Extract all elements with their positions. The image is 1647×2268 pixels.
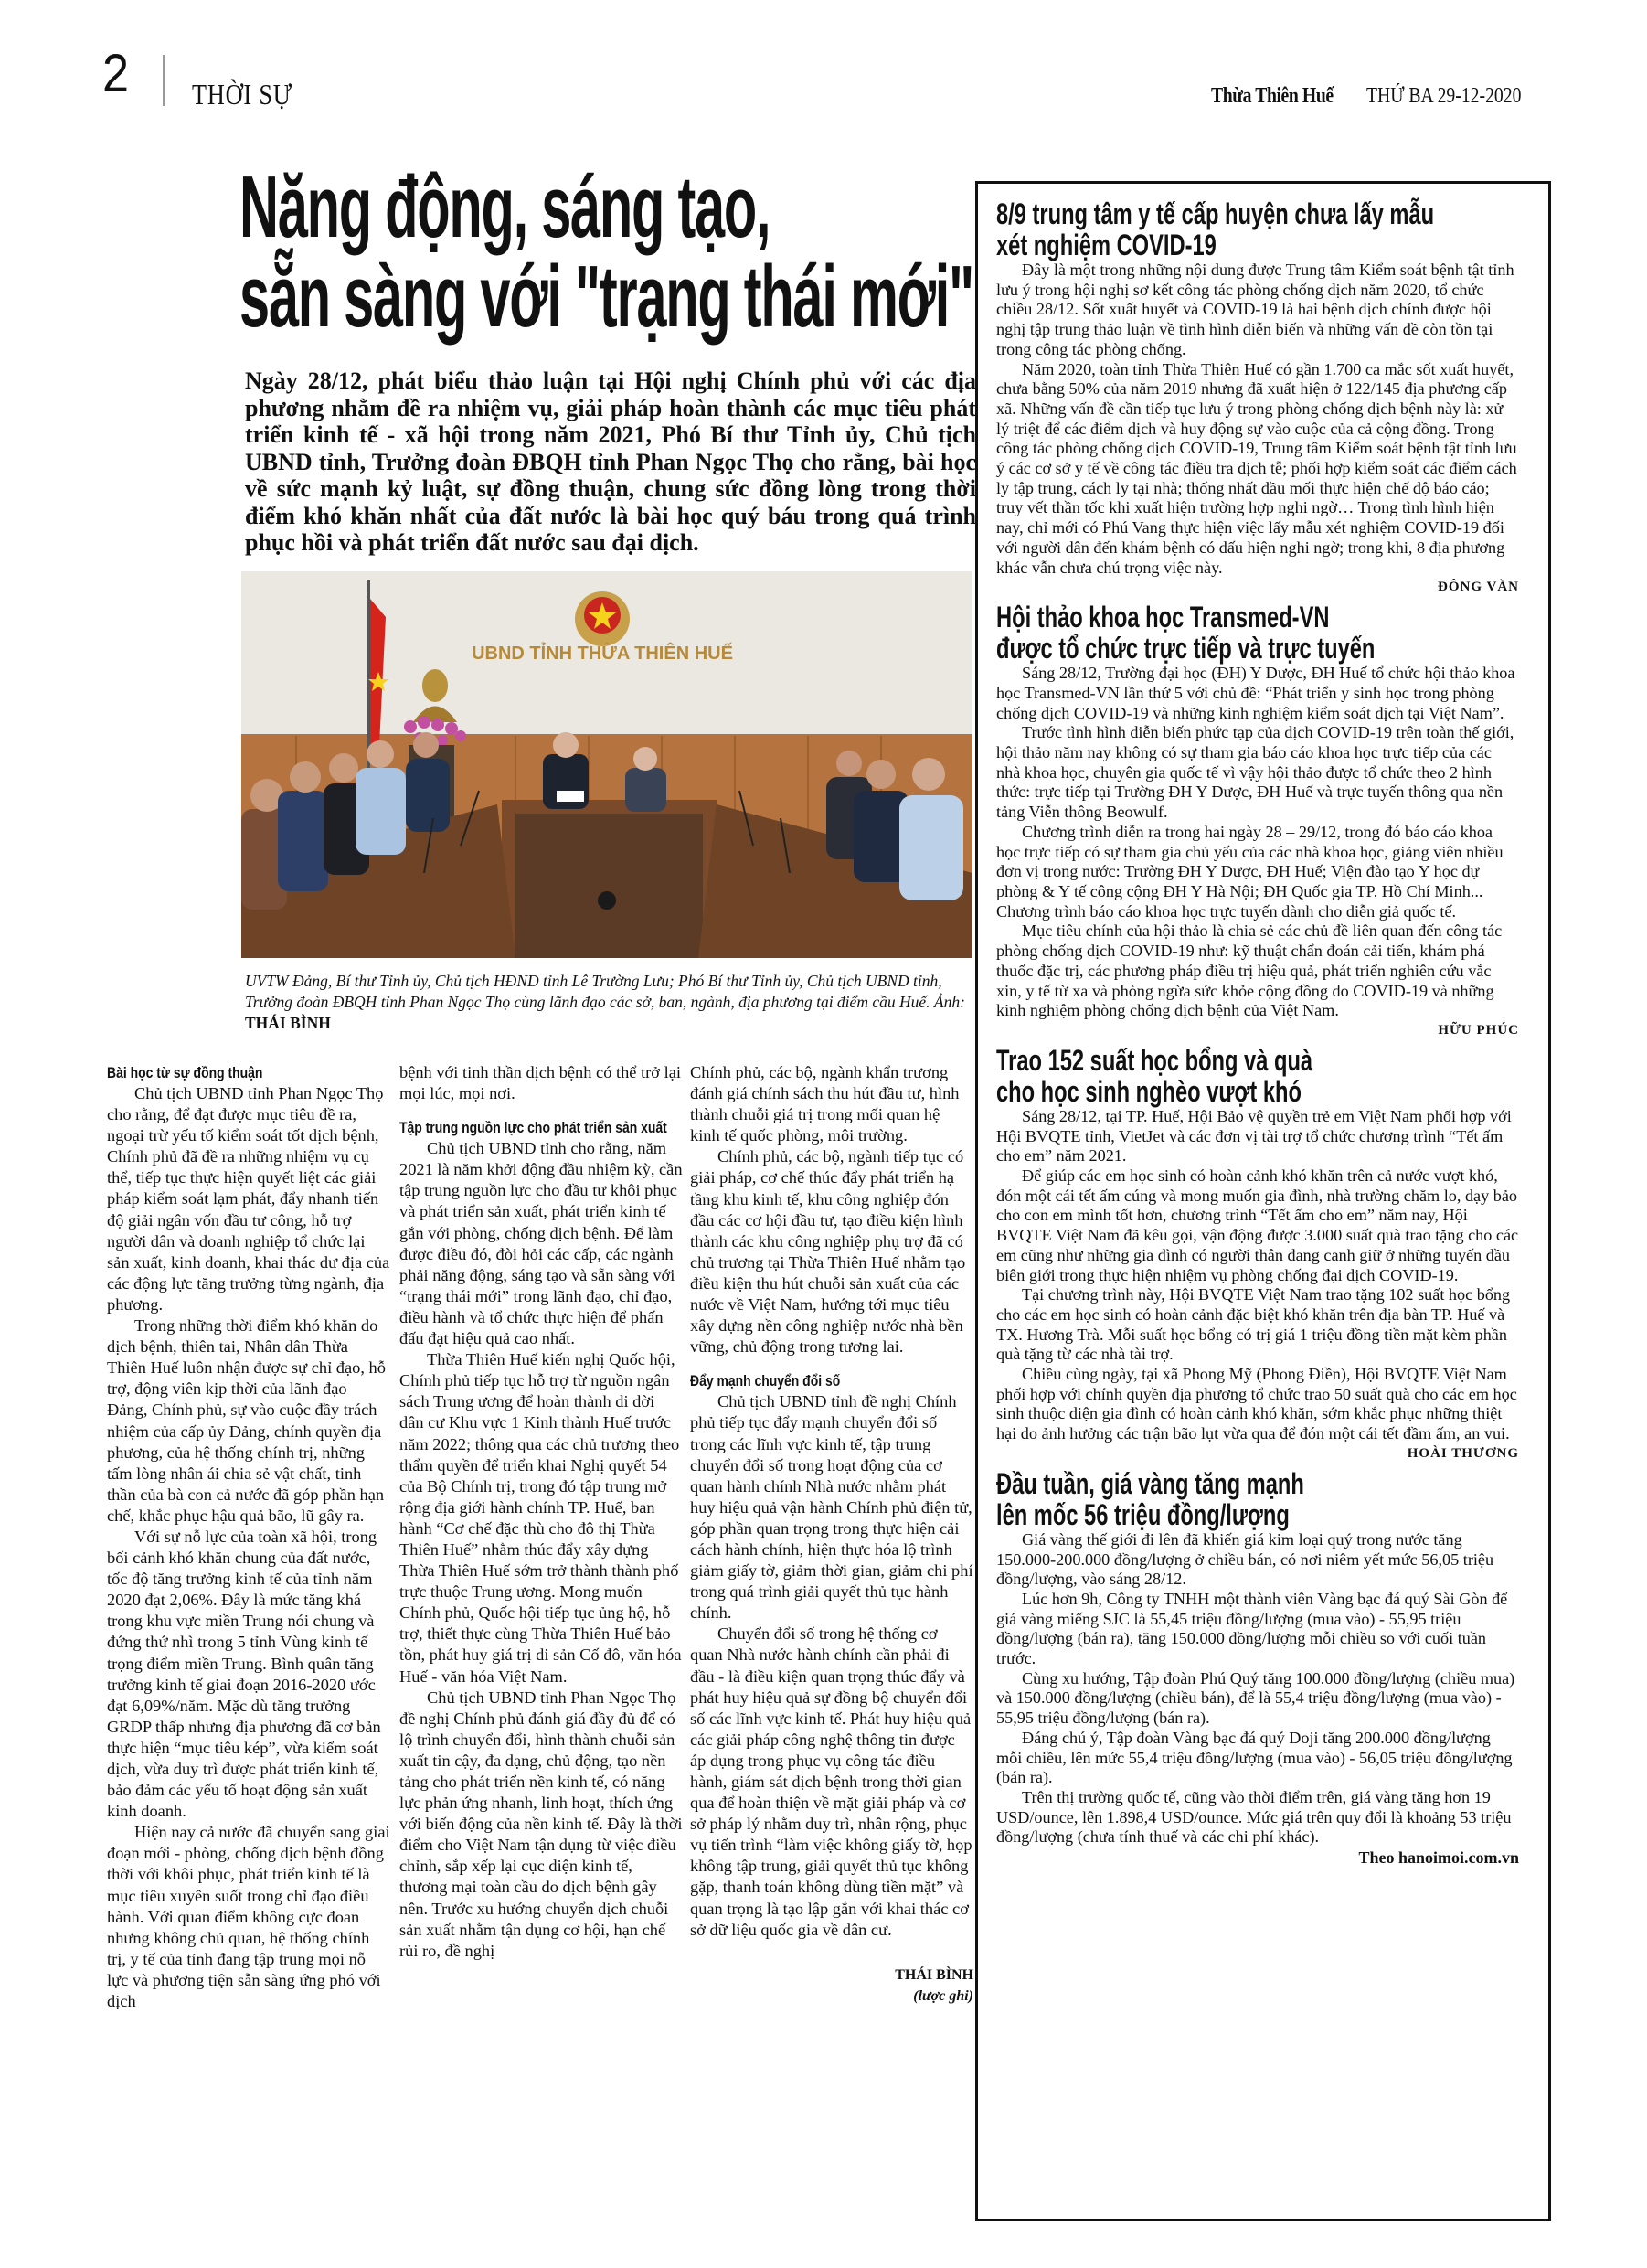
section-label: THỜI SỰ xyxy=(192,78,292,111)
paragraph: Năm 2020, toàn tỉnh Thừa Thiên Huế có gần 1.700 ca mắc sốt xuất huyết, chưa bằng 50% của năm 2019 nhưng đã xuất hiện ở 122/145 địa phương cấp xã. Những vấn đề cần tiếp tục lưu ý trong phòng chống dịch bệnh này là: xử lý triệt để các điểm dịch và huy động sự vào cuộc của cả cộng đồng. Trong công tác phòng chống dịch COVID-19, Trung tâm Kiểm soát bệnh tật tỉnh lưu ý các cơ sở y tế về công tác điều tra dịch tễ; phối hợp kiểm soát các điểm cách ly tập trung, cách ly tại nhà; thống nhất đầu mối thực hiện chế độ báo cáo; truy vết thần tốc khi xuất hiện trường hợp nghi ngờ… Trong tình hình hiện nay, chỉ mới có Phú Vang thực hiện việc lấy mẫu xét nghiệm COVID-19 đối với người dân đến khám bệnh có dấu hiện nghi ngờ; trong khi, 8 địa phương khác vẫn chưa chú trọng việc này. xyxy=(996,359,1517,577)
author-byline: THÁI BÌNH xyxy=(895,1966,973,1983)
brief-scholarships xyxy=(996,1045,1519,1463)
paragraph: Thừa Thiên Huế kiến nghị Quốc hội, Chính phủ tiếp tục hỗ trợ từ nguồn ngân sách Trung ương để hoàn thành di dời dân cư Khu vực 1 Kinh thành Huế trước năm 2022; thông qua các chủ trương theo thẩm quyền để triển khai Nghị quyết 54 của Bộ Chính trị, trong đó tập trung mở rộng địa giới hành chính TP. Huế, ban hành “Cơ chế đặc thù cho đô thị Thừa Thiên Huế” nhằm thúc đẩy xây dựng Thừa Thiên Huế sớm trở thành thành phố trực thuộc Trung ương. Mong muốn Chính phủ, Quốc hội tiếp tục ủng hộ, hỗ trợ, thiết thực cùng Thừa Thiên Huế bảo tồn, phát huy giá trị di sản Cố đô, văn hóa Huế - văn hóa Việt Nam. xyxy=(399,1350,682,1686)
paragraph: Chủ tịch UBND tỉnh cho rằng, năm 2021 là năm khởi động đầu nhiệm kỳ, cần tập trung nguồn lực cho đầu tư khôi phục và phát triển sản xuất, phát triển kinh tế gắn với phòng, chống dịch bệnh. Để làm được điều đó, đòi hỏi các cấp, các ngành phải năng động, sáng tạo và sẵn sàng với “trạng thái mới” trong lãnh đạo, chỉ đạo, điều hành và tổ chức thực hiện để phấn đấu đạt hiệu quả cao nhất. xyxy=(399,1139,683,1348)
paragraph: Trên thị trường quốc tế, cũng vào thời điểm trên, giá vàng tăng hơn 19 USD/ounce, lên 1.898,4 USD/ounce. Mức giá trên quy đổi là khoảng 53 triệu đồng/lượng (chưa tính thuế và các chi phí khác). xyxy=(996,1788,1512,1847)
photo-caption xyxy=(245,971,976,1034)
brief-body xyxy=(996,664,1519,1021)
brief-transmed-conference xyxy=(996,602,1519,1039)
paragraph: Hiện nay cả nước đã chuyển sang giai đoạn mới - phòng, chống dịch bệnh đồng thời với khôi phục, phát triển kinh tế là mục tiêu xuyên suốt trong chỉ đạo điều hành. Với quan điểm không cực đoan nhưng không chủ quan, hệ thống chính trị, y tế của tỉnh đang tập trung mọi nỗ lực và phương tiện sẵn sàng ứng phó với dịch xyxy=(107,1823,390,2011)
wall-sign-text: UBND TỈNH THỪA THIÊN HUẾ xyxy=(472,644,733,664)
masthead: Thừa Thiên Huế xyxy=(1211,84,1334,108)
byline-note: (lược ghi) xyxy=(913,1987,973,2004)
paragraph: Trong những thời điểm khó khăn do dịch bệnh, thiên tai, Nhân dân Thừa Thiên Huế luôn nhận được sự chỉ đạo, hỗ trợ, động viên kịp thời của lãnh đạo Đảng, Chính phủ, sự vào cuộc đầy trách nhiệm của cấp ủy Đảng, chính quyền địa phương, của hệ thống chính trị, những tấm lòng nhân ái chia sẻ vật chất, tinh thần của bà con cả nước đã góp phần hạn chế, khắc phục hậu quả bão, lũ gây ra. xyxy=(107,1316,386,1525)
subhead-chuyen-doi-so: Đẩy mạnh chuyển đổi số xyxy=(690,1372,841,1390)
brief-gold-price xyxy=(996,1468,1519,1868)
article-lead: Ngày 28/12, phát biểu thảo luận tại Hội nghị Chính phủ với các địa phương nhằm đề ra nhiệm vụ, giải pháp hoàn thành các mục tiêu phát triển kinh tế - xã hội trong năm 2021, Phó Bí thư Tỉnh ủy, Chủ tịch UBND tỉnh, Trưởng đoàn ĐBQH tỉnh Phan Ngọc Thọ cho rằng, bài học về sức mạnh kỷ luật, sự đồng thuận, chung sức đồng lòng trong thời điểm khó khăn nhất của đất nước là bài học quý báu trong quá trình phục hồi và phát triển đất nước sau đại dịch. xyxy=(245,367,976,556)
paragraph: Giá vàng thế giới đi lên đã khiến giá kim loại quý trong nước tăng 150.000-200.000 đồng/lượng ở chiều bán, có nơi niêm yết mức 56,05 triệu đồng/lượng, vào sáng 28/12. xyxy=(996,1529,1494,1589)
body-column-3 xyxy=(690,1062,973,2007)
brief-title: 8/9 trung tâm y tế cấp huyện chưa lấy mẫu xét nghiệm COVID-19 xyxy=(996,197,1435,261)
paragraph: Cùng xu hướng, Tập đoàn Phú Quý tăng 100.000 đồng/lượng (chiều mua) và 150.000 đồng/lượng (chiều bán), để là 55,4 triệu đồng/lượng (mua vào) - 55,95 triệu đồng/lượng (bán ra). xyxy=(996,1668,1515,1728)
paragraph: Chủ tịch UBND tỉnh đề nghị Chính phủ tiếp tục đẩy mạnh chuyển đổi số trong các lĩnh vực kinh tế, tập trung chuyển đổi số trong hoạt động của cơ quan hành chính Nhà nước nhằm phát huy hiệu quả vận hành Chính phủ điện tử, góp phần quan trọng trong thực hiện cải cách hành chính, hiện thực hóa lộ trình giảm giấy tờ, giảm thời gian, giảm chi phí trong quá trình giải quyết thủ tục hành chính. xyxy=(690,1392,973,1623)
paragraph: Mục tiêu chính của hội thảo là chia sẻ các chủ đề liên quan đến công tác phòng chống dịch COVID-19 như: kỹ thuật chẩn đoán cải tiến, khám phá thuốc đặc trị, các phương pháp điều trị hiệu quả, phát triển nghiên cứu vắc xin, y tế từ xa và phòng ngừa sức khỏe cộng đồng do COVID-19 và những kinh nghiệm phòng chống dịch bệnh của Việt Nam. xyxy=(996,921,1503,1020)
paragraph: Lúc hơn 9h, Công ty TNHH một thành viên Vàng bạc đá quý Sài Gòn để giá vàng miếng SJC là 55,45 triệu đồng/lượng (mua vào) - 55,95 triệu đồng/lượng (bán ra), tăng 150.000 đồng/lượng mỗi chiều so với cuối tuần trước. xyxy=(996,1589,1508,1668)
brief-byline: HOÀI THƯƠNG xyxy=(1407,1445,1519,1461)
brief-byline: ĐÔNG VĂN xyxy=(1438,580,1519,595)
paragraph: Sáng 28/12, Trường đại học (ĐH) Y Dược, ĐH Huế tổ chức hội thảo khoa học Transmed-VN lần thứ 5 với chủ đề: “Phát triển y sinh học trong phòng chống dịch COVID-19 và những kinh nghiệm kiểm soát dịch tại Việt Nam”. xyxy=(996,664,1515,722)
paragraph: Chủ tịch UBND tỉnh Phan Ngọc Thọ đề nghị Chính phủ đánh giá đầy đủ để có lộ trình chuyển đổi, hình thành chuỗi sản xuất tin cậy, đa dạng, chủ động, tạo nền tảng cho phát triển nền kinh tế, có năng lực phản ứng nhanh, linh hoạt, thích ứng với biến động của nền kinh tế. Đây là thời điểm cho Việt Nam tận dụng từ việc điều chỉnh, sắp xếp lại cục diện kinh tế, thương mại toàn cầu do dịch bệnh gây nên. Trước xu hướng chuyển dịch chuỗi sản xuất nhằm tận dụng cơ hội, hạn chế rủi ro, đề nghị xyxy=(399,1688,683,1960)
header-divider xyxy=(163,55,165,106)
spacer xyxy=(690,1941,973,1965)
meeting-photo xyxy=(241,571,972,958)
paragraph: Chủ tịch UBND tỉnh Phan Ngọc Thọ cho rằng, để đạt được mục tiêu đề ra, ngoại trừ yếu tố kiểm soát tốt dịch bệnh, Chính phủ đã đề ra những nhiệm vụ cụ thể, tiếp tục thực hiện quyết liệt các giải pháp kiểm soát lạm phát, đẩy nhanh tiến độ giải ngân vốn đầu tư công, hỗ trợ người dân và doanh nghiệp tổ chức lại sản xuất, kinh doanh, khai thác dư địa của các động lực tăng trưởng từng ngành, địa phương. xyxy=(107,1084,390,1314)
paragraph: Đây là một trong những nội dung được Trung tâm Kiểm soát bệnh tật tỉnh lưu ý trong hội nghị sơ kết công tác phòng chống dịch năm 2020, tổ chức chiều 28/12. Sốt xuất huyết và COVID-19 là hai bệnh dịch chính được hội nghị tập trung thảo luận về tình hình diễn biến và những vấn đề còn tồn tại trong công tác phòng chống. xyxy=(996,261,1514,358)
main-headline xyxy=(239,158,973,346)
meeting-photo-illustration xyxy=(241,571,972,958)
brief-title: Đầu tuần, giá vàng tăng mạnh lên mốc 56 triệu đồng/lượng xyxy=(996,1466,1304,1531)
paragraph: Với sự nỗ lực của toàn xã hội, trong bối cảnh khó khăn chung của đất nước, tốc độ tăng trưởng kinh tế của tỉnh năm 2020 đạt 2,06%. Đây là mức tăng khá trong khu vực miền Trung nói chung và đứng thứ nhì trong 5 tỉnh Vùng kinh tế trọng điểm miền Trung. Bình quân tăng trưởng kinh tế giai đoạn 2016-2020 ước đạt 6,09%/năm. Mặc dù tăng trưởng GRDP thấp nhưng địa phương đã cơ bản thực hiện “mục tiêu kép”, vừa kiểm soát dịch, vừa duy trì được phát triển kinh tế, bảo đảm các yếu tố hoạt động sản xuất kinh doanh. xyxy=(107,1527,381,1821)
brief-covid-testing xyxy=(996,198,1519,596)
brief-body xyxy=(996,1530,1519,1847)
paragraph: Chuyển đổi số trong hệ thống cơ quan Nhà nước hành chính cần phải đi đầu - là điều kiện quan trọng thúc đẩy và phát huy hiệu quả sự đồng bộ chuyển đổi số các lĩnh vực kinh tế. Phát huy hiệu quả các giải pháp công nghệ thông tin được áp dụng trong phục vụ công tác điều hành, giám sát dịch bệnh trong thời gian qua để hoàn thiện về mặt giải pháp và cơ sở pháp lý nhằm duy trì, nhân rộng, phục vụ tiến trình “làm việc không giấy tờ, họp không tập trung, giải quyết thủ tục không gặp, thanh toán không dùng tiền mặt” và quan trọng là tạo lập gắn với khai thác cơ sở dữ liệu quốc gia về dân cư. xyxy=(690,1624,972,1939)
headline-line-2: sẵn sàng với "trạng thái mới" xyxy=(239,248,973,346)
paragraph: Chiều cùng ngày, tại xã Phong Mỹ (Phong Điền), Hội BVQTE Việt Nam phối hợp với chính quyền địa phương tổ chức trao 50 suất quà cho các em học sinh thuộc diện gia đình có hoàn cảnh khó khăn, sớm khắc phục những thiệt hại do ảnh hưởng các trận bão lụt vừa qua để đón một cái tết đầm ấm, an vui. xyxy=(996,1365,1517,1443)
paragraph: Chương trình diễn ra trong hai ngày 28 – 29/12, trong đó báo cáo khoa học trực tiếp có sự tham gia chủ yếu của các nhà khoa học, giảng viên nhiều đơn vị trong nước: Trường ĐH Y Dược, ĐH Huế; Viện đào tạo Y học dự phòng & Y tế công cộng ĐH Y Hà Nội; ĐH Quốc gia TP. Hồ Chí Minh... Chương trình báo cáo khoa học trực tuyến dành cho diễn giả quốc tế. xyxy=(996,822,1504,921)
news-briefs-sidebar xyxy=(975,181,1551,2221)
page-number: 2 xyxy=(102,44,130,103)
paragraph-continued: bệnh với tinh thần dịch bệnh có thể trở lại mọi lúc, mọi nơi. xyxy=(399,1063,682,1103)
body-column-1 xyxy=(107,1062,390,2012)
paragraph: Tại chương trình này, Hội BVQTE Việt Nam trao tặng 102 suất học bổng cho các em học sinh có hoàn cảnh đặc biệt khó khăn trên địa bàn TP. Huế và TX. Hương Trà. Mỗi suất học bổng có trị giá 1 triệu đồng tiền mặt kèm phần quà tặng từ các nhà tài trợ. xyxy=(996,1285,1511,1364)
paragraph-continued: Chính phủ, các bộ, ngành khẩn trương đánh giá chính sách thu hút đầu tư, hình thành chuỗi giá trị trong mối quan hệ kinh tế quốc phòng, môi trường. xyxy=(690,1063,960,1145)
caption-text: UVTW Đảng, Bí thư Tỉnh ủy, Chủ tịch HĐND tỉnh Lê Trường Lưu; Phó Bí thư Tỉnh ủy, Chủ tịch UBND tỉnh, Trưởng đoàn ĐBQH tỉnh Phan Ngọc Thọ cùng lãnh đạo các sở, ban, ngành, địa phương tại điểm cầu Huế. Ảnh: xyxy=(245,972,965,1011)
paragraph: Trước tình hình diễn biến phức tạp của dịch COVID-19 trên toàn thế giới, hội thảo năm nay không có sự tham gia báo cáo khoa học trực tiếp của các nhà khoa học, chuyên gia quốc tế vì vậy hội thảo được tổ chức theo 2 hình thức: trực tiếp tại Trường ĐH Y Dược, ĐH Huế và trực tuyến thông qua nền tảng Viễn thông Beowulf. xyxy=(996,723,1514,822)
sidebar-content xyxy=(996,198,1519,1873)
brief-title: Trao 152 suất học bổng và quà cho học sinh nghèo vượt khó xyxy=(996,1043,1313,1108)
issue-date: THỨ BA 29-12-2020 xyxy=(1366,84,1522,108)
subhead-tap-trung-nguon-luc: Tập trung nguồn lực cho phát triển sản xuất xyxy=(399,1119,667,1137)
paragraph: Để giúp các em học sinh có hoàn cảnh khó khăn trên cả nước vượt khó, đón một cái tết ấm cúng và mong muốn gia đình, nhà trường chăm lo, dạy bảo cho con em mình tốt hơn, chương trình “Tết ấm cho em” năm nay, Hội BVQTE Việt Nam đã kêu gọi, vận động được 3.000 suất quà trao tặng cho các em cũng như những gia đình có người thân đang canh giữ ở những tuyến đầu biên giới trong thực hiện nhiệm vụ phòng chống đại dịch COVID-19. xyxy=(996,1166,1519,1284)
spacer xyxy=(399,1104,683,1117)
brief-byline: HỮU PHÚC xyxy=(1438,1022,1519,1038)
spacer xyxy=(690,1358,973,1370)
brief-body xyxy=(996,1107,1519,1444)
subhead-bai-hoc: Bài học từ sự đồng thuận xyxy=(107,1064,263,1081)
paragraph: Đáng chú ý, Tập đoàn Vàng bạc đá quý Doji tăng 200.000 đồng/lượng mỗi chiều, lên mức 55,4 triệu đồng/lượng (mua vào) - 56,05 triệu đồng/lượng (bán ra). xyxy=(996,1728,1513,1787)
paragraph: Sáng 28/12, tại TP. Huế, Hội Bảo vệ quyền trẻ em Việt Nam phối hợp với Hội BVQTE tỉnh, VietJet và các đơn vị tài trợ tổ chức chương trình “Tết ấm cho em” năm 2021. xyxy=(996,1106,1512,1166)
paragraph: Chính phủ, các bộ, ngành tiếp tục có giải pháp, cơ chế thúc đẩy phát triển hạ tầng khu kinh tế, khu công nghiệp đón đầu các cơ hội đầu tư, tạo điều kiện hình thành các khu công nghiệp phụ trợ đã có chủ trương tại Thừa Thiên Huế nhằm tạo điều kiện thu hút chuỗi sản xuất của các nước về Việt Nam, hướng tới mục tiêu xây dựng nền công nghiệp nước nhà bền vững, chủ động trong tương lai. xyxy=(690,1147,966,1357)
brief-title: Hội thảo khoa học Transmed-VN được tổ chức trực tiếp và trực tuyến xyxy=(996,601,1376,665)
brief-body xyxy=(996,261,1519,578)
photo-credit: THÁI BÌNH xyxy=(245,1014,331,1032)
headline-line-1: Năng động, sáng tạo, xyxy=(239,158,770,256)
body-column-2 xyxy=(399,1062,683,1962)
brief-source: Theo hanoimoi.com.vn xyxy=(1358,1848,1519,1868)
